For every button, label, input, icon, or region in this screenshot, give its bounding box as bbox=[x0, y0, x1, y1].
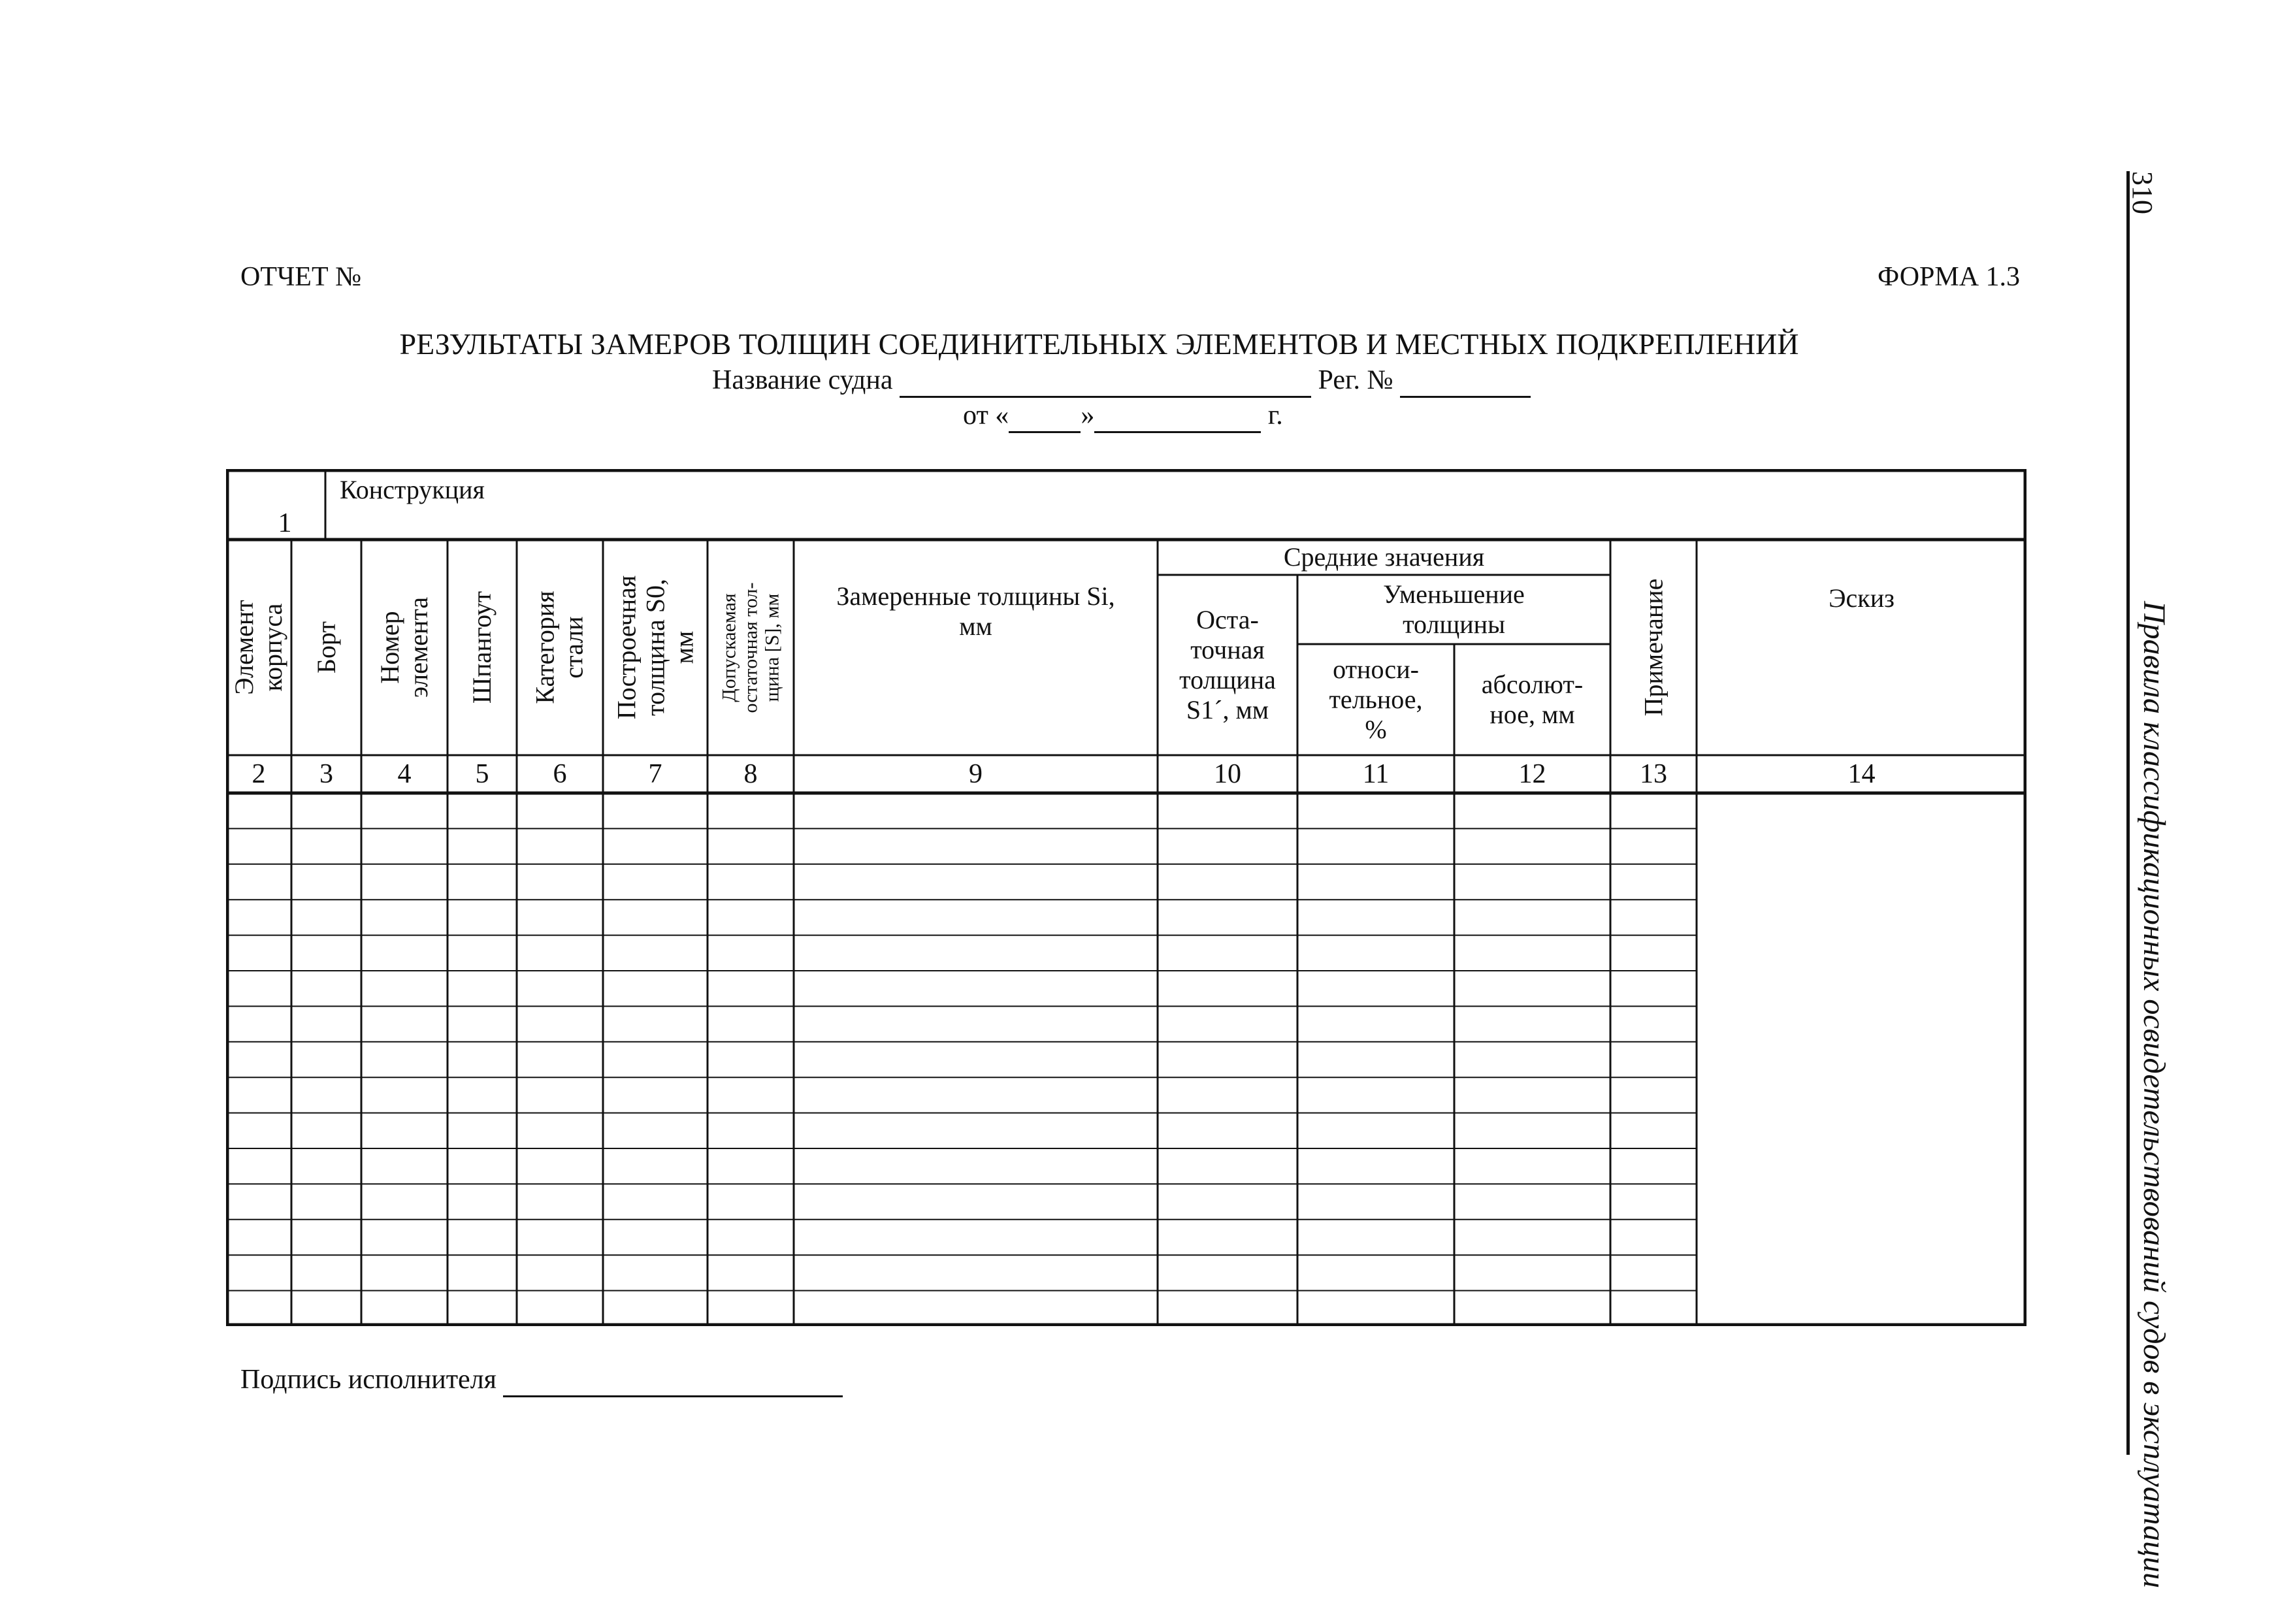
table-cell[interactable] bbox=[708, 1077, 794, 1112]
table-cell[interactable] bbox=[1610, 900, 1697, 935]
table-cell[interactable] bbox=[361, 1077, 448, 1112]
table-cell[interactable] bbox=[794, 1077, 1158, 1112]
table-cell[interactable] bbox=[517, 1291, 603, 1326]
table-cell[interactable] bbox=[708, 900, 794, 935]
table-cell[interactable] bbox=[708, 971, 794, 1006]
c8-l2: остаточная тол- bbox=[740, 581, 762, 713]
table-cell[interactable] bbox=[448, 828, 517, 864]
table-cell[interactable] bbox=[448, 793, 517, 828]
table-cell[interactable] bbox=[517, 971, 603, 1006]
table-cell[interactable] bbox=[226, 864, 291, 900]
table-cell[interactable] bbox=[517, 900, 603, 935]
table-cell[interactable] bbox=[448, 900, 517, 935]
table-cell[interactable] bbox=[291, 1042, 361, 1077]
table-cell[interactable] bbox=[708, 1006, 794, 1041]
table-cell[interactable] bbox=[291, 935, 361, 971]
c4-l1: Номер bbox=[375, 611, 405, 684]
table-cell[interactable] bbox=[1454, 1077, 1610, 1112]
table-cell[interactable] bbox=[1610, 935, 1697, 971]
c2-l2: корпуса bbox=[258, 603, 288, 692]
page-number: 310 bbox=[2126, 171, 2158, 214]
table-cell[interactable] bbox=[603, 793, 708, 828]
table-cell[interactable] bbox=[226, 1077, 291, 1112]
table-cell[interactable] bbox=[291, 793, 361, 828]
table-cell[interactable] bbox=[708, 1148, 794, 1184]
c6-l2: стали bbox=[559, 616, 589, 679]
table-cell[interactable] bbox=[1454, 1255, 1610, 1290]
avg-values-group-header: Средние значения bbox=[1283, 542, 1485, 572]
table-cell[interactable] bbox=[1610, 1184, 1697, 1219]
table-cell[interactable] bbox=[226, 793, 291, 828]
c5-text: Шпангоут bbox=[467, 591, 497, 704]
table-cell[interactable] bbox=[448, 1006, 517, 1041]
table-cell[interactable] bbox=[1454, 935, 1610, 971]
table-cell[interactable] bbox=[361, 793, 448, 828]
table-cell[interactable] bbox=[517, 1113, 603, 1148]
table-cell[interactable] bbox=[1158, 864, 1297, 900]
table-cell[interactable] bbox=[1158, 1291, 1297, 1326]
table-cell[interactable] bbox=[448, 935, 517, 971]
table-cell[interactable] bbox=[361, 1220, 448, 1255]
col-build-thickness-header bbox=[603, 540, 708, 755]
table-cell[interactable] bbox=[1454, 971, 1610, 1006]
table-cell[interactable] bbox=[1610, 1220, 1697, 1255]
table-cell[interactable] bbox=[361, 1291, 448, 1326]
table-cell[interactable] bbox=[1158, 971, 1297, 1006]
c6-l1: Категория bbox=[530, 591, 561, 704]
running-head: Правила классификационных освидетельствований судов в эксплуатации bbox=[2137, 601, 2172, 1589]
table-cell[interactable] bbox=[517, 793, 603, 828]
table-cell[interactable] bbox=[708, 1042, 794, 1077]
table-cell[interactable] bbox=[517, 1006, 603, 1041]
table-cell[interactable] bbox=[291, 1077, 361, 1112]
col-hull-element-header bbox=[226, 540, 291, 755]
table-cell[interactable] bbox=[448, 1255, 517, 1290]
table-cell[interactable] bbox=[603, 1006, 708, 1041]
table-cell[interactable] bbox=[1610, 971, 1697, 1006]
c8-l1: Допускаемая bbox=[718, 593, 740, 702]
construction-number: 1 bbox=[278, 508, 292, 538]
col-absolute-header bbox=[1454, 644, 1610, 755]
c13-text: Примечание bbox=[1638, 578, 1668, 717]
table-cell[interactable] bbox=[1158, 1077, 1297, 1112]
table-cell[interactable] bbox=[361, 1255, 448, 1290]
c7-l3: мм bbox=[669, 630, 698, 664]
table-cell[interactable] bbox=[361, 1184, 448, 1219]
table-cell[interactable] bbox=[794, 1113, 1158, 1148]
date-row bbox=[963, 400, 1283, 433]
table-cell[interactable] bbox=[226, 828, 291, 864]
ship-name-label: Название судна bbox=[712, 365, 893, 395]
table-cell[interactable] bbox=[794, 1291, 1158, 1326]
table-cell[interactable] bbox=[1454, 1113, 1610, 1148]
c10-l4: S1´, мм bbox=[1186, 695, 1269, 724]
table-cell[interactable] bbox=[1610, 1148, 1697, 1184]
column-number-14: 14 bbox=[1847, 758, 1876, 789]
table-cell[interactable] bbox=[1610, 828, 1697, 864]
table-cell[interactable] bbox=[794, 900, 1158, 935]
date-month-field[interactable] bbox=[1094, 400, 1261, 433]
red-l2: толщины bbox=[1403, 609, 1505, 639]
date-mid: » bbox=[1081, 400, 1095, 430]
table-cell[interactable] bbox=[708, 1291, 794, 1326]
table-cell[interactable] bbox=[794, 793, 1158, 828]
construction-label: Конструкция bbox=[340, 475, 485, 504]
table-cell[interactable] bbox=[517, 864, 603, 900]
table-cell[interactable] bbox=[1297, 1113, 1454, 1148]
table-cell[interactable] bbox=[517, 1042, 603, 1077]
table-cell[interactable] bbox=[226, 1113, 291, 1148]
col-allowed-thickness-header bbox=[708, 540, 794, 755]
table-cell[interactable] bbox=[794, 971, 1158, 1006]
column-number-5: 5 bbox=[475, 758, 489, 789]
table-cell[interactable] bbox=[226, 1006, 291, 1041]
table-cell[interactable] bbox=[794, 828, 1158, 864]
c10-l1: Оста- bbox=[1196, 605, 1259, 634]
col-steel-category-header bbox=[517, 540, 603, 755]
col-sketch-header: Эскиз bbox=[1829, 583, 1895, 613]
table-cell[interactable] bbox=[1158, 828, 1297, 864]
col-relative-header bbox=[1297, 644, 1454, 755]
c10-l3: толщина bbox=[1179, 665, 1276, 694]
table-cell[interactable] bbox=[1610, 1006, 1697, 1041]
table-cell[interactable] bbox=[1454, 1006, 1610, 1041]
c7-l2: толщина S0, bbox=[640, 579, 670, 716]
table-cell[interactable] bbox=[603, 1113, 708, 1148]
column-number-2: 2 bbox=[252, 758, 266, 789]
table-cell[interactable] bbox=[361, 971, 448, 1006]
column-number-6: 6 bbox=[553, 758, 567, 789]
table-cell[interactable] bbox=[1297, 793, 1454, 828]
table-cell[interactable] bbox=[708, 864, 794, 900]
table-cell[interactable] bbox=[1297, 1148, 1454, 1184]
date-day-field[interactable] bbox=[1009, 400, 1081, 433]
table-cell[interactable] bbox=[603, 864, 708, 900]
table-cell[interactable] bbox=[291, 1255, 361, 1290]
table-cell[interactable] bbox=[1454, 828, 1610, 864]
c11-l2: тельное, bbox=[1329, 685, 1423, 714]
c12-l1: абсолют- bbox=[1481, 670, 1584, 699]
table-cell[interactable] bbox=[517, 828, 603, 864]
table-cell[interactable] bbox=[603, 1220, 708, 1255]
table-cell[interactable] bbox=[1158, 1255, 1297, 1290]
col-element-number-header bbox=[361, 540, 448, 755]
form-number-label: ФОРМА 1.3 bbox=[1878, 262, 2021, 292]
table-cell[interactable] bbox=[794, 1148, 1158, 1184]
table-cell[interactable] bbox=[708, 1113, 794, 1148]
table-cell[interactable] bbox=[448, 1042, 517, 1077]
margin-rule bbox=[2126, 171, 2130, 1455]
c7-l1: Построечная bbox=[611, 575, 641, 720]
table-cell[interactable] bbox=[291, 864, 361, 900]
table-cell[interactable] bbox=[517, 1184, 603, 1219]
table-cell[interactable] bbox=[1454, 1042, 1610, 1077]
c11-l3: % bbox=[1365, 715, 1387, 744]
table-cell[interactable] bbox=[1158, 1113, 1297, 1148]
table-cell[interactable] bbox=[1158, 1184, 1297, 1219]
table-cell[interactable] bbox=[1454, 900, 1610, 935]
table-cell[interactable] bbox=[1297, 971, 1454, 1006]
table-cell[interactable] bbox=[794, 935, 1158, 971]
table-cell[interactable] bbox=[1158, 1148, 1297, 1184]
c4-l2: элемента bbox=[404, 596, 434, 698]
table-cell[interactable] bbox=[517, 1148, 603, 1184]
table-cell[interactable] bbox=[708, 1220, 794, 1255]
col-residual-thickness-header bbox=[1158, 575, 1297, 755]
table-cell[interactable] bbox=[448, 1148, 517, 1184]
column-number-11: 11 bbox=[1362, 758, 1390, 789]
table-cell[interactable] bbox=[1454, 1184, 1610, 1219]
table-cell[interactable] bbox=[1158, 1006, 1297, 1041]
column-number-7: 7 bbox=[648, 758, 662, 789]
signature-field[interactable] bbox=[503, 1364, 843, 1397]
table-cell[interactable] bbox=[603, 935, 708, 971]
table-cell[interactable] bbox=[1454, 1291, 1610, 1326]
table-cell[interactable] bbox=[603, 1148, 708, 1184]
reduction-group-header bbox=[1297, 575, 1610, 644]
table-cell[interactable] bbox=[448, 1220, 517, 1255]
column-number-3: 3 bbox=[319, 758, 333, 789]
report-number-label: ОТЧЕТ № bbox=[240, 262, 362, 292]
table-cell[interactable] bbox=[361, 1042, 448, 1077]
signature-label: Подпись исполнителя bbox=[240, 1365, 496, 1395]
table-cell[interactable] bbox=[517, 935, 603, 971]
table-cell[interactable] bbox=[226, 1042, 291, 1077]
column-number-12: 12 bbox=[1518, 758, 1546, 789]
ship-name-field[interactable] bbox=[900, 365, 1311, 398]
table-cell[interactable] bbox=[794, 1006, 1158, 1041]
table-cell[interactable] bbox=[1297, 828, 1454, 864]
table-cell[interactable] bbox=[1610, 1042, 1697, 1077]
table-cell[interactable] bbox=[1158, 1220, 1297, 1255]
column-number-13: 13 bbox=[1640, 758, 1667, 789]
table-cell[interactable] bbox=[361, 900, 448, 935]
table-cell[interactable] bbox=[448, 1184, 517, 1219]
c10-l2: точная bbox=[1190, 635, 1265, 664]
table-cell[interactable] bbox=[1297, 1006, 1454, 1041]
page-title: РЕЗУЛЬТАТЫ ЗАМЕРОВ ТОЛЩИН СОЕДИНИТЕЛЬНЫХ ЭЛЕМЕНТОВ И МЕСТНЫХ ПОДКРЕПЛЕНИЙ bbox=[399, 327, 1799, 361]
c3-text: Борт bbox=[311, 621, 341, 674]
table-cell[interactable] bbox=[1454, 864, 1610, 900]
column-number-4: 4 bbox=[397, 758, 412, 789]
table-cell[interactable] bbox=[291, 971, 361, 1006]
table-cell[interactable] bbox=[1454, 793, 1610, 828]
table-cell[interactable] bbox=[708, 828, 794, 864]
col-measured-thickness-header bbox=[794, 540, 1158, 683]
table-cell[interactable] bbox=[708, 1255, 794, 1290]
table-cell[interactable] bbox=[291, 900, 361, 935]
table-cell[interactable] bbox=[1454, 1148, 1610, 1184]
table-cell[interactable] bbox=[794, 1184, 1158, 1219]
table-cell[interactable] bbox=[603, 1291, 708, 1326]
table-cell[interactable] bbox=[361, 1113, 448, 1148]
table-cell[interactable] bbox=[361, 935, 448, 971]
table-cell[interactable] bbox=[226, 971, 291, 1006]
table-cell[interactable] bbox=[226, 1184, 291, 1219]
ship-name-row bbox=[712, 365, 1531, 398]
table-cell[interactable] bbox=[1297, 1255, 1454, 1290]
table-cell[interactable] bbox=[708, 793, 794, 828]
date-prefix: от « bbox=[963, 400, 1009, 430]
red-l1: Уменьшение bbox=[1383, 579, 1525, 609]
table-cell[interactable] bbox=[1297, 1220, 1454, 1255]
table-cell[interactable] bbox=[794, 1255, 1158, 1290]
table-cell[interactable] bbox=[794, 1220, 1158, 1255]
table-cell[interactable] bbox=[448, 864, 517, 900]
c11-l1: относи- bbox=[1333, 655, 1419, 684]
table-cell[interactable] bbox=[603, 971, 708, 1006]
table-cell[interactable] bbox=[291, 1184, 361, 1219]
table-cell[interactable] bbox=[361, 828, 448, 864]
table-cell[interactable] bbox=[361, 1006, 448, 1041]
table-cell[interactable] bbox=[361, 1148, 448, 1184]
date-suffix: г. bbox=[1267, 400, 1283, 430]
table-cell[interactable] bbox=[1610, 864, 1697, 900]
table-cell[interactable] bbox=[1158, 900, 1297, 935]
table-cell[interactable] bbox=[1610, 1255, 1697, 1290]
table-cell[interactable] bbox=[291, 1291, 361, 1326]
column-number-9: 9 bbox=[969, 758, 983, 789]
table-cell[interactable] bbox=[291, 1113, 361, 1148]
table-cell[interactable] bbox=[517, 1255, 603, 1290]
reg-number-label: Рег. № bbox=[1318, 365, 1393, 395]
table-cell[interactable] bbox=[603, 828, 708, 864]
table-cell[interactable] bbox=[794, 1042, 1158, 1077]
c9-l1: Замеренные толщины Si, bbox=[836, 581, 1115, 611]
table-cell[interactable] bbox=[448, 971, 517, 1006]
table-cell[interactable] bbox=[708, 1184, 794, 1219]
table-cell[interactable] bbox=[226, 935, 291, 971]
table-cell[interactable] bbox=[1158, 935, 1297, 971]
table-cell[interactable] bbox=[1297, 1077, 1454, 1112]
c2-l1: Элемент bbox=[229, 600, 259, 695]
table-cell[interactable] bbox=[708, 935, 794, 971]
table-cell[interactable] bbox=[291, 1148, 361, 1184]
table-cell[interactable] bbox=[603, 1077, 708, 1112]
table-cell[interactable] bbox=[1610, 793, 1697, 828]
table-cell[interactable] bbox=[1158, 1042, 1297, 1077]
table-cell[interactable] bbox=[1610, 1077, 1697, 1112]
table-cell[interactable] bbox=[517, 1077, 603, 1112]
reg-number-field[interactable] bbox=[1400, 365, 1531, 398]
table-cell[interactable] bbox=[1158, 793, 1297, 828]
table-cell[interactable] bbox=[603, 900, 708, 935]
col-note-header bbox=[1610, 540, 1697, 755]
table-cell[interactable] bbox=[291, 1006, 361, 1041]
column-number-8: 8 bbox=[743, 758, 758, 789]
measurements-table bbox=[226, 469, 2026, 1326]
table-cell[interactable] bbox=[226, 1148, 291, 1184]
table-cell[interactable] bbox=[1610, 1291, 1697, 1326]
table-cell[interactable] bbox=[1297, 1184, 1454, 1219]
table-cell[interactable] bbox=[1297, 935, 1454, 971]
table-cell[interactable] bbox=[448, 1113, 517, 1148]
table-cell[interactable] bbox=[1297, 1042, 1454, 1077]
c8-l3: щина [S], мм bbox=[761, 593, 783, 702]
signature-row bbox=[240, 1364, 843, 1397]
col-frame-header bbox=[448, 540, 517, 755]
table-cell[interactable] bbox=[291, 828, 361, 864]
table-cell[interactable] bbox=[448, 1077, 517, 1112]
table-cell[interactable] bbox=[291, 1220, 361, 1255]
table-cell[interactable] bbox=[517, 1220, 603, 1255]
table-cell[interactable] bbox=[226, 1220, 291, 1255]
table-cell[interactable] bbox=[603, 1255, 708, 1290]
table-cell[interactable] bbox=[448, 1291, 517, 1326]
sketch-area[interactable] bbox=[1697, 793, 2026, 1326]
table-cell[interactable] bbox=[226, 1291, 291, 1326]
table-cell[interactable] bbox=[226, 900, 291, 935]
table-cell[interactable] bbox=[1610, 1113, 1697, 1148]
table-cell[interactable] bbox=[361, 864, 448, 900]
table-cell[interactable] bbox=[1297, 864, 1454, 900]
table-cell[interactable] bbox=[603, 1184, 708, 1219]
column-number-10: 10 bbox=[1214, 758, 1241, 789]
c12-l2: ное, мм bbox=[1489, 700, 1575, 729]
table-cell[interactable] bbox=[1454, 1220, 1610, 1255]
col-side-header bbox=[291, 540, 361, 755]
c9-l2: мм bbox=[959, 611, 992, 641]
table-cell[interactable] bbox=[226, 1255, 291, 1290]
table-cell[interactable] bbox=[1297, 1291, 1454, 1326]
table-cell[interactable] bbox=[603, 1042, 708, 1077]
table-cell[interactable] bbox=[1297, 900, 1454, 935]
table-cell[interactable] bbox=[794, 864, 1158, 900]
